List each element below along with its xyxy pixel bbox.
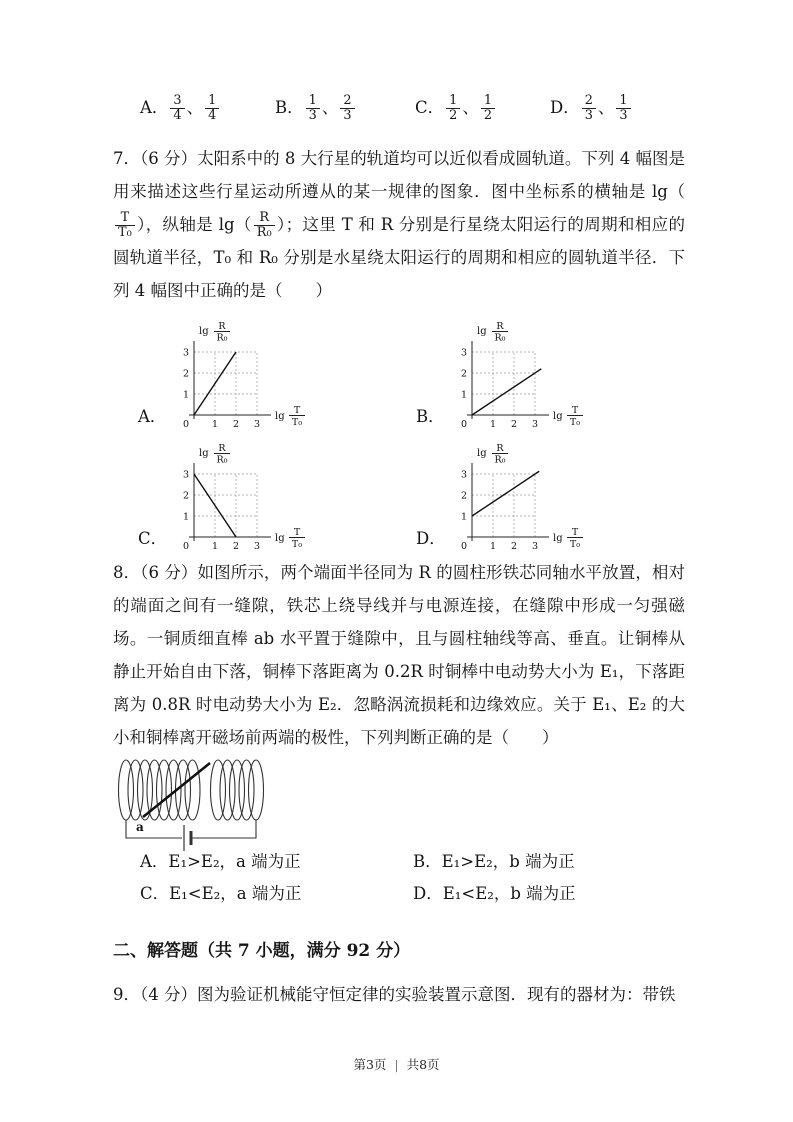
graph-d-plot	[438, 437, 588, 553]
svg-text:3: 3	[182, 469, 190, 481]
graph-a-plot	[160, 315, 310, 431]
svg-text:lg: lg	[477, 326, 487, 337]
q6-option-d: D． $\frac{2}{3}$ 、 $\frac{1}{3}$	[550, 94, 633, 124]
graph-option-c	[138, 437, 338, 557]
svg-text:1: 1	[211, 541, 219, 552]
svg-text:lg: lg	[275, 411, 285, 422]
svg-text:lg: lg	[477, 448, 487, 459]
graph-c-label: C．	[138, 529, 168, 548]
svg-text:R: R	[218, 443, 226, 454]
graph-a-label: A．	[138, 407, 167, 426]
question8-text: 8．（6 分）如图所示，两个端面半径同为 R 的圆柱形铁芯同轴水平放置，相对的端面之间有一缝隙，铁芯上绕导线并与电源连接，在缝隙中形成一匀强磁场。一铜质细直棒 ab 水平置于缝隙中，且与圆柱轴线等高、垂直。让铜棒从静止开始自由下落，铜棒下落距离为 0.2R 时铜棒中电动势大小为 E₁，下落距离为 0.8R 时电动势大小为 E₂．忽略涡流损耗和边缘效应。关于 E₁、E₂ 的大小和铜棒离开磁场前两端的极性，下列判断正确的是（ ）	[113, 563, 685, 747]
svg-text:R: R	[218, 321, 226, 332]
question8-coil-figure	[110, 754, 305, 854]
svg-text:T₀: T₀	[569, 417, 581, 428]
q8-option-a: A．E₁>E₂，a 端为正	[140, 852, 301, 871]
svg-text:lg: lg	[199, 448, 209, 459]
left-coil	[119, 760, 201, 820]
svg-text:2: 2	[510, 541, 518, 552]
svg-text:1: 1	[460, 389, 468, 401]
svg-text:3: 3	[531, 419, 539, 430]
svg-text:3: 3	[253, 541, 261, 552]
svg-text:1: 1	[182, 511, 190, 523]
svg-text:3: 3	[182, 347, 190, 359]
svg-text:3: 3	[531, 541, 539, 552]
svg-text:1: 1	[182, 389, 190, 401]
svg-text:0: 0	[460, 541, 468, 552]
svg-text:R: R	[496, 321, 504, 332]
svg-text:R₀: R₀	[216, 332, 228, 344]
svg-text:R₀: R₀	[494, 332, 506, 344]
svg-text:3: 3	[460, 469, 468, 481]
question6-options-row	[140, 94, 740, 134]
svg-text:2: 2	[232, 419, 240, 430]
svg-text:T: T	[571, 527, 579, 538]
svg-text:1: 1	[460, 511, 468, 523]
svg-text:T: T	[293, 405, 301, 416]
rod-end-label-a: a	[136, 820, 144, 834]
graph-b-plot	[438, 315, 588, 431]
question7-text: 7．（6 分）太阳系中的 8 大行星的轨道均可以近似看成圆轨道。下列 4 幅图是用来描述这些行星运动所遵从的某一规律的图象．图中坐标系的横轴是 lg（ $\frac{T}{\text{T₀}}$ ），纵轴是 lg（ $\frac{R}{\text{R₀}}$ ）；这里 T 和 R 分别是行星绕太阳运行的周期和相应的圆轨道半径，T₀ 和 R₀ 分别是水星绕太阳运行的周期和相应的圆轨道半径．下列 4 幅图中正确的是（ ）	[113, 149, 685, 300]
svg-text:0: 0	[182, 419, 190, 430]
q6-option-b: B． $\frac{1}{3}$ 、 $\frac{2}{3}$	[275, 94, 357, 124]
graph-option-d	[416, 437, 616, 557]
svg-text:T₀: T₀	[569, 539, 581, 550]
svg-text:lg: lg	[553, 411, 563, 422]
svg-text:lg: lg	[199, 326, 209, 337]
wire-left	[126, 820, 182, 838]
svg-text:2: 2	[232, 541, 240, 552]
svg-text:0: 0	[182, 541, 190, 552]
footer-page-number: 第3页	[353, 1057, 387, 1072]
q6-option-a: A． $\frac{3}{4}$ 、 $\frac{1}{4}$	[140, 94, 221, 124]
svg-text:0: 0	[460, 419, 468, 430]
q8-option-d: D．E₁<E₂，b 端为正	[413, 884, 576, 903]
svg-text:2: 2	[182, 368, 190, 380]
graph-d-label: D．	[416, 529, 446, 548]
svg-text:T₀: T₀	[291, 539, 303, 550]
svg-text:R₀: R₀	[494, 454, 506, 466]
svg-text:2: 2	[510, 419, 518, 430]
svg-text:lg: lg	[553, 533, 563, 544]
question9-text: 9．（4 分）图为验证机械能守恒定律的实验装置示意图．现有的器材为：带铁	[113, 985, 676, 1004]
footer-separator: |	[394, 1057, 399, 1072]
q8-option-b: B．E₁>E₂，b 端为正	[413, 852, 575, 871]
section2-title: 二、解答题（共 7 小题，满分 92 分）	[113, 941, 411, 961]
svg-text:R₀: R₀	[216, 454, 228, 466]
svg-text:3: 3	[253, 419, 261, 430]
svg-text:R: R	[496, 443, 504, 454]
svg-text:T₀: T₀	[291, 417, 303, 428]
svg-text:1: 1	[211, 419, 219, 430]
svg-text:2: 2	[182, 490, 190, 502]
q6-option-c: C． $\frac{1}{2}$ 、 $\frac{1}{2}$	[415, 94, 497, 124]
svg-text:2: 2	[460, 490, 468, 502]
q8-option-c: C．E₁<E₂，a 端为正	[140, 884, 302, 903]
svg-text:T: T	[293, 527, 301, 538]
footer-total-pages: 共8页	[406, 1057, 440, 1072]
page-footer	[0, 1055, 793, 1073]
wire-right	[192, 820, 256, 838]
svg-text:1: 1	[489, 419, 497, 430]
svg-text:1: 1	[489, 541, 497, 552]
right-coil	[211, 760, 264, 820]
graph-b-label: B．	[416, 407, 445, 426]
svg-text:3: 3	[460, 347, 468, 359]
graph-c-plot	[160, 437, 310, 553]
svg-text:lg: lg	[275, 533, 285, 544]
svg-text:T: T	[571, 405, 579, 416]
graph-option-a	[138, 315, 338, 435]
svg-text:2: 2	[460, 368, 468, 380]
graph-option-b	[416, 315, 616, 435]
